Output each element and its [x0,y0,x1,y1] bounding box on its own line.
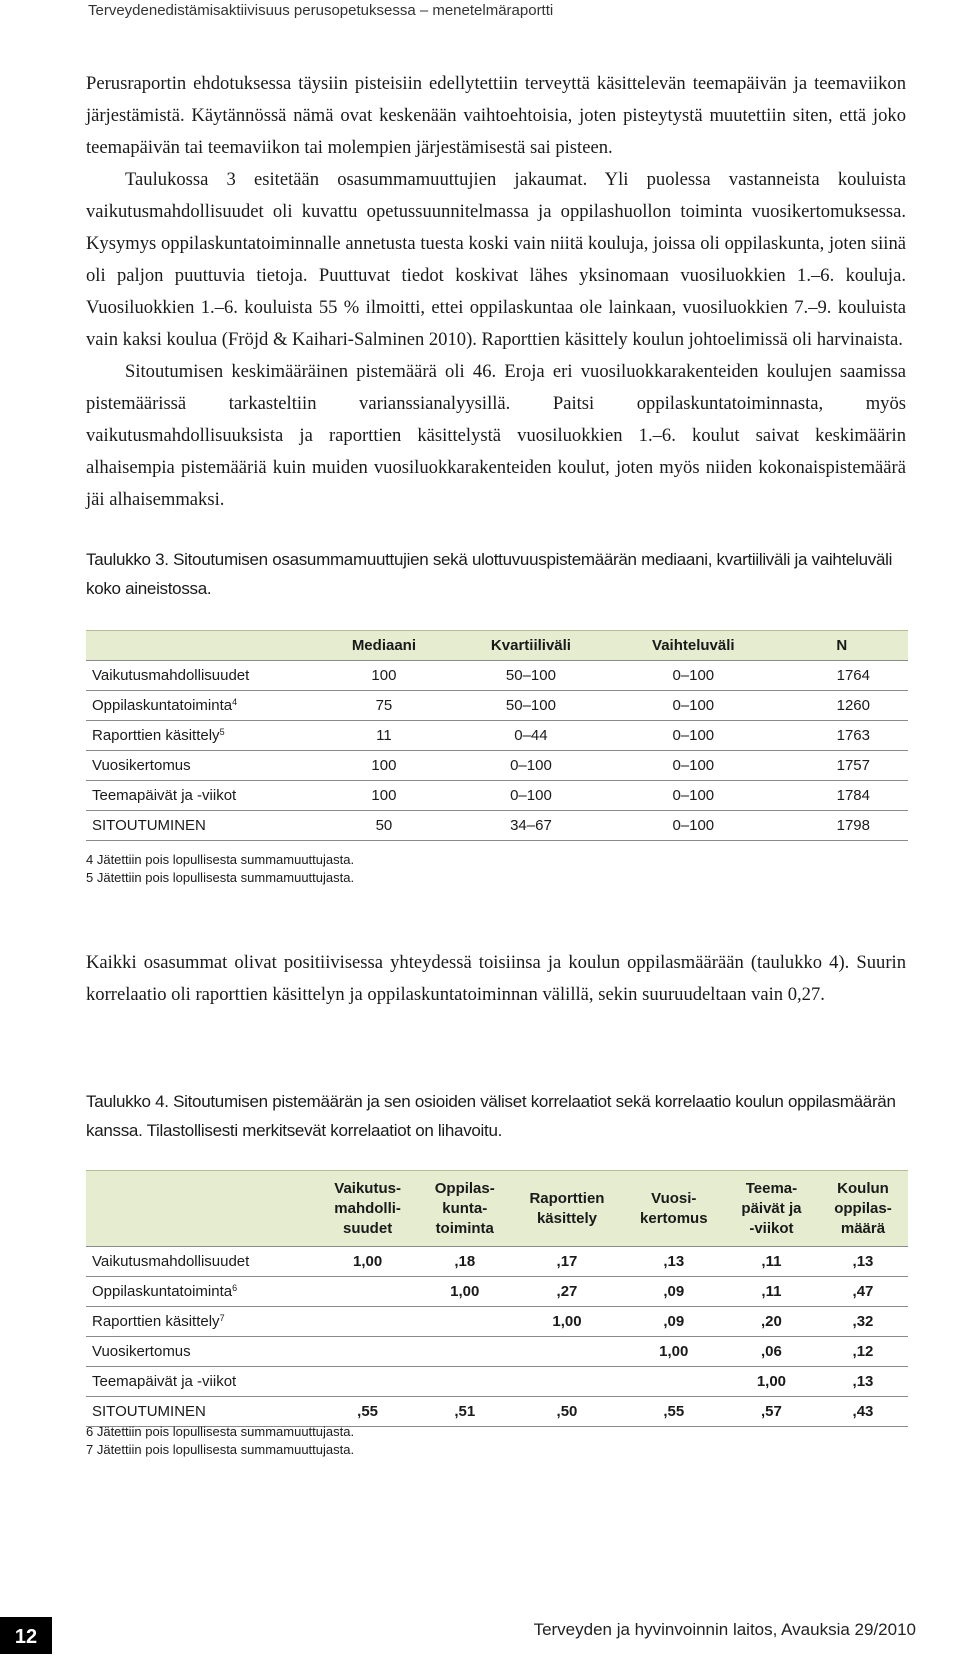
correlation-cell: ,27 [511,1277,622,1307]
footnote-marker: 5 [219,727,225,737]
cell-range: 0–100 [611,811,775,841]
header-line: kertomus [640,1209,708,1227]
correlation-cell: ,09 [623,1307,725,1337]
table-row [86,1307,908,1337]
page-number: 12 [0,1617,52,1654]
body-text-middle [86,947,906,1011]
correlation-cell: ,47 [818,1277,908,1307]
table-row [86,811,908,841]
header-line: mahdolli- [334,1199,401,1217]
row-label-text: Teemapäivät ja -viikot [92,787,237,804]
body-text-top [86,68,906,516]
header-line: -viikot [749,1219,794,1237]
row-label [86,661,317,691]
table-4 [86,1170,908,1427]
table3-header-iqr: Kvartiiliväli [451,631,611,661]
correlation-cell [317,1337,418,1367]
correlation-cell: 1,00 [623,1337,725,1367]
header-line: Vaikutus- [334,1179,401,1197]
correlation-cell [418,1367,511,1397]
table-row [86,781,908,811]
row-label-text: Vaikutusmahdollisuudet [92,1253,250,1270]
table4-header-empty [86,1171,317,1247]
cell-median: 100 [317,781,451,811]
table-3 [86,630,908,841]
header-line: Teema- [745,1179,798,1197]
table3-header-n: N [776,631,908,661]
correlation-cell [511,1367,622,1397]
cell-n: 1260 [776,691,908,721]
correlation-cell: ,13 [818,1247,908,1277]
correlation-cell: ,11 [725,1277,818,1307]
cell-iqr: 50–100 [451,661,611,691]
correlation-cell [418,1337,511,1367]
cell-range: 0–100 [611,721,775,751]
cell-range: 0–100 [611,661,775,691]
footnote-marker: 4 [232,697,238,707]
cell-n: 1757 [776,751,908,781]
row-label-text: Vuosikertomus [92,1343,191,1360]
table3-header-empty [86,631,317,661]
row-label [86,1247,317,1277]
publisher-line: Terveyden ja hyvinvoinnin laitos, Avauksia 29/2010 [533,1620,916,1639]
correlation-cell: ,20 [725,1307,818,1337]
table-row [86,1247,908,1277]
table-row [86,1397,908,1427]
table4-caption: Taulukko 4. Sitoutumisen pistemäärän ja sen osioiden väliset korrelaatiot sekä korrelaatio koulun oppilasmäärän kanssa. Tilastollisesti merkitsevät korrelaatiot on lihavoitu. [86,1092,896,1140]
cell-range: 0–100 [611,751,775,781]
row-label-text: Oppilaskuntatoiminta [92,1283,233,1300]
correlation-cell [418,1307,511,1337]
cell-iqr: 0–100 [451,751,611,781]
row-label [86,1307,317,1337]
cell-median: 50 [317,811,451,841]
table4-note-7: 7 Jätettiin pois lopullisesta summamuuttujasta. [86,1442,355,1457]
cell-n: 1784 [776,781,908,811]
table-row [86,691,908,721]
cell-range: 0–100 [611,691,775,721]
table-row [86,721,908,751]
running-head: Terveydenedistämisaktiivisuus perusopetuksessa – menetelmäraportti [88,2,554,19]
row-label-text: Oppilaskuntatoiminta [92,697,233,714]
paragraph-4: Kaikki osasummat olivat positiivisessa yhteydessä toisiinsa ja koulun oppilasmäärään (taulukko 4). Suurin korrelaatio oli raporttien käsittelyn ja oppilaskuntatoiminnan välillä, sekin suuruudeltaan vain 0,27. [86,952,906,1005]
table-row [86,1277,908,1307]
correlation-cell: ,09 [623,1277,725,1307]
correlation-cell: 1,00 [725,1367,818,1397]
row-label [86,691,317,721]
table4-header-col-3 [511,1171,622,1247]
paragraph-2: Taulukossa 3 esitetään osasummamuuttujien jakaumat. Yli puolessa vastanneista kouluista vaikutusmahdollisuudet oli kuvattu opetussuunnitelmassa ja oppilashuollon toiminta vuosikertomuksessa. Kysymys oppilaskuntatoiminnalle annetusta tuesta koski vain niitä kouluja, joissa oli oppilaskunta, joten siinä oli paljon puuttuvia tietoja. Puuttuvat tiedot koskivat lähes yksinomaan vuosiluokkien 1.–6. kouluja. Vuosiluokkien 1.–6. kouluista 55 % ilmoitti, ettei oppilaskuntaa ole lainkaan, vuosiluokkien 7.–9. kouluista vain kaksi koulua (Fröjd & Kaihari-Salminen 2010). Raporttien käsittely koulun johtoelimissä oli harvinaista. [86,169,906,350]
paragraph-3: Sitoutumisen keskimääräinen pistemäärä oli 46. Eroja eri vuosiluokkarakenteiden koulujen saamissa pistemäärissä tarkasteltiin varianssianalyysillä. Paitsi oppilaskuntatoiminnasta, myös vaikutusmahdollisuuksista ja raporttien käsittelystä vuosiluokkien 1.–6. koulut saivat keskimäärin alhaisempia pistemääriä kuin muiden vuosiluokkarakenteiden koulut, joten myös niiden kokonaispistemäärä jäi alhaisemmaksi. [86,361,906,510]
table4-header-row [86,1171,908,1247]
correlation-cell: ,57 [725,1397,818,1427]
correlation-cell: ,55 [317,1397,418,1427]
header-line: kunta- [442,1199,488,1217]
cell-range: 0–100 [611,781,775,811]
table3-note-5: 5 Jätettiin pois lopullisesta summamuuttujasta. [86,870,355,885]
correlation-cell: ,18 [418,1247,511,1277]
table4-header-col-5 [725,1171,818,1247]
correlation-cell [317,1367,418,1397]
correlation-cell: ,06 [725,1337,818,1367]
cell-median: 100 [317,751,451,781]
row-label [86,1337,317,1367]
row-label-text: Raporttien käsittely [92,727,220,744]
header-line: päivät ja [741,1199,802,1217]
table3-header-row [86,631,908,661]
row-label [86,781,317,811]
correlation-cell: ,12 [818,1337,908,1367]
row-label-text: Teemapäivät ja -viikot [92,1373,237,1390]
row-label [86,811,317,841]
table3-header-median: Mediaani [317,631,451,661]
correlation-cell [317,1277,418,1307]
cell-n: 1763 [776,721,908,751]
row-label [86,1277,317,1307]
header-line: määrä [840,1219,886,1237]
cell-median: 11 [317,721,451,751]
table-row [86,751,908,781]
cell-median: 100 [317,661,451,691]
row-label-text: Vuosikertomus [92,757,191,774]
correlation-cell: 1,00 [511,1307,622,1337]
correlation-cell [317,1307,418,1337]
correlation-cell: ,13 [818,1367,908,1397]
table-row [86,1337,908,1367]
header-line: toiminta [435,1219,494,1237]
header-line: oppilas- [834,1199,892,1217]
header-line: Vuosi- [651,1189,697,1207]
header-line: Raporttien [529,1189,605,1207]
table4-header-col-6 [818,1171,908,1247]
row-label [86,1367,317,1397]
table-row [86,661,908,691]
table4-header-col-1 [317,1171,418,1247]
cell-iqr: 34–67 [451,811,611,841]
cell-n: 1764 [776,661,908,691]
table4-note-6: 6 Jätettiin pois lopullisesta summamuuttujasta. [86,1424,355,1439]
header-line: Oppilas- [434,1179,495,1197]
correlation-cell: ,50 [511,1397,622,1427]
paragraph-1: Perusraportin ehdotuksessa täysiin pisteisiin edellytettiin terveyttä käsittelevän teemapäivän ja teemaviikon järjestämistä. Käytännössä nämä ovat keskenään vaihtoehtoisia, joten pisteytystä muutettiin siten, että joko teemapäivän tai teemaviikon tai molempien järjestämisestä sai pisteen. [86,73,906,158]
table3-header-range: Vaihteluväli [611,631,775,661]
row-label [86,1397,317,1427]
cell-iqr: 0–44 [451,721,611,751]
row-label-text: Vaikutusmahdollisuudet [92,667,250,684]
correlation-cell: ,43 [818,1397,908,1427]
cell-iqr: 50–100 [451,691,611,721]
footnote-marker: 6 [232,1283,238,1293]
correlation-cell: ,17 [511,1247,622,1277]
table3-caption: Taulukko 3. Sitoutumisen osasummamuuttujien sekä ulottuvuuspistemäärän mediaani, kvartiiliväli ja vaihteluväli koko aineistossa. [86,550,893,598]
header-line: Koulun [837,1179,889,1197]
row-label [86,751,317,781]
table-row [86,1367,908,1397]
correlation-cell: ,11 [725,1247,818,1277]
table3-notes [86,851,354,887]
correlation-cell [511,1337,622,1367]
correlation-cell: 1,00 [418,1277,511,1307]
correlation-cell: ,51 [418,1397,511,1427]
cell-iqr: 0–100 [451,781,611,811]
table4-header-col-2 [418,1171,511,1247]
footnote-marker: 7 [219,1313,225,1323]
table3-note-4: 4 Jätettiin pois lopullisesta summamuuttujasta. [86,852,355,867]
header-line: käsittely [536,1209,597,1227]
header-line: suudet [343,1219,393,1237]
correlation-cell: 1,00 [317,1247,418,1277]
table4-notes [86,1423,354,1459]
table4-header-col-4 [623,1171,725,1247]
row-label-text: Raporttien käsittely [92,1313,220,1330]
correlation-cell [623,1367,725,1397]
correlation-cell: ,13 [623,1247,725,1277]
row-label-text: SITOUTUMINEN [92,1403,206,1420]
row-label-text: SITOUTUMINEN [92,817,206,834]
row-label [86,721,317,751]
correlation-cell: ,55 [623,1397,725,1427]
cell-median: 75 [317,691,451,721]
correlation-cell: ,32 [818,1307,908,1337]
cell-n: 1798 [776,811,908,841]
